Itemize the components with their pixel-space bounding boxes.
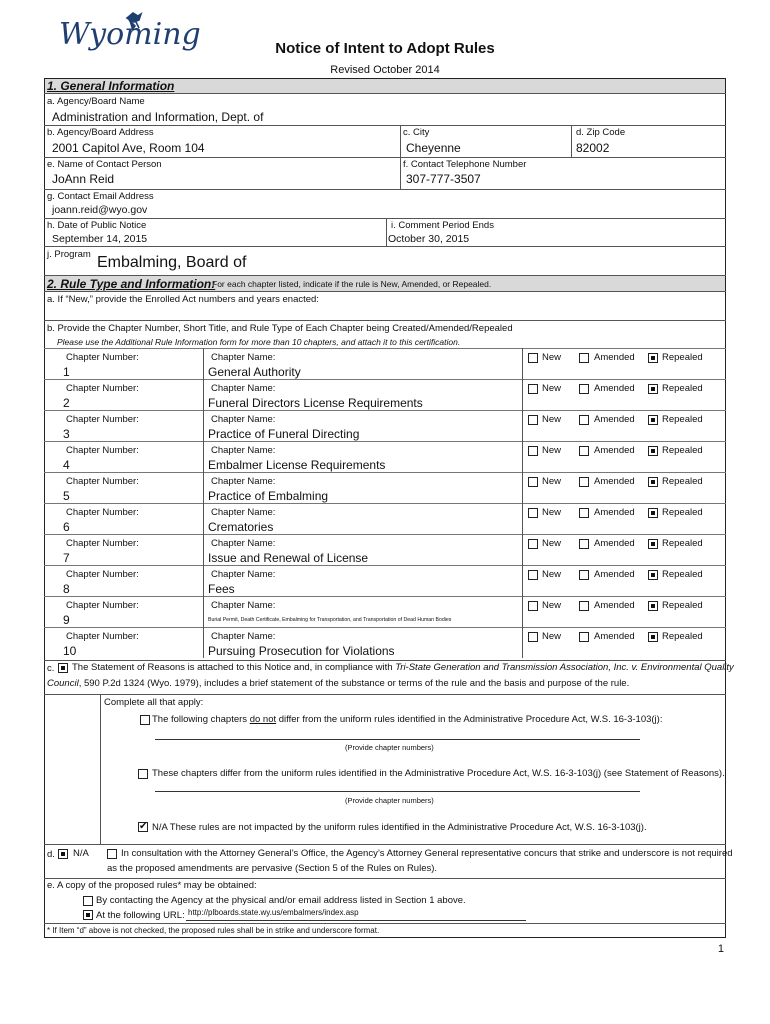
col-divider [522, 472, 523, 503]
col-divider [522, 379, 523, 410]
col-divider [522, 348, 523, 379]
repealed-checkbox[interactable] [648, 601, 658, 611]
amended-checkbox[interactable] [579, 508, 589, 518]
amended-label: Amended [594, 352, 635, 363]
repealed-label: Repealed [662, 352, 703, 363]
repealed-checkbox[interactable] [648, 508, 658, 518]
c-prefix: c. [47, 663, 55, 674]
chapter-number-field[interactable]: 4 [63, 458, 70, 472]
agency-address-field[interactable]: 2001 Capitol Ave, Room 104 [52, 141, 205, 155]
url-checkbox[interactable] [83, 910, 93, 920]
row-divider [44, 534, 726, 535]
chapter-name-label: Chapter Name: [211, 352, 276, 363]
d-prefix: d. [47, 849, 55, 860]
agency-name-field[interactable]: Administration and Information, Dept. of [52, 110, 264, 124]
opt1-provide-numbers: (Provide chapter numbers) [345, 743, 434, 752]
repealed-label: Repealed [662, 383, 703, 394]
new-label: New [542, 600, 562, 611]
amended-label: Amended [594, 631, 635, 642]
new-checkbox[interactable] [528, 477, 538, 487]
repealed-label: Repealed [662, 569, 703, 580]
row-divider [44, 472, 726, 473]
section2-note: For each chapter listed, indicate if the rule is New, Amended, or Repealed. [212, 279, 492, 289]
new-label: New [542, 569, 562, 580]
amended-label: Amended [594, 600, 635, 611]
amended-checkbox[interactable] [579, 353, 589, 363]
new-checkbox[interactable] [528, 446, 538, 456]
chapter-name-field[interactable]: Crematories [208, 520, 274, 534]
col-divider [522, 596, 523, 627]
repealed-checkbox[interactable] [648, 477, 658, 487]
chapter-name-label: Chapter Name: [211, 631, 276, 642]
agency-address-label: b. Agency/Board Address [47, 127, 154, 138]
col-divider [522, 627, 523, 658]
chapter-number-field[interactable]: 9 [63, 613, 70, 627]
row-divider [44, 565, 726, 566]
repealed-label: Repealed [662, 600, 703, 611]
chapters-label: b. Provide the Chapter Number, Short Title, and Rule Type of Each Chapter being Created/Amended/Repealed [47, 323, 513, 334]
row-divider [44, 503, 726, 504]
chapter-name-field[interactable]: Pursuing Prosecution for Violations [208, 644, 395, 658]
logo-wordmark: Wyoming [59, 17, 201, 52]
chapter-name-field[interactable]: Burial Permit, Death Certificate, Embalming for Transportation, and Transportation of Dead Human Bodies [208, 617, 452, 623]
repealed-checkbox[interactable] [648, 384, 658, 394]
repealed-label: Repealed [662, 631, 703, 642]
new-label: New [542, 383, 562, 394]
uniform-rules-differ-checkbox[interactable] [138, 769, 148, 779]
col-divider [522, 565, 523, 596]
agency-name-label: a. Agency/Board Name [47, 96, 145, 107]
col-divider [203, 441, 204, 472]
chapter-name-field[interactable]: Fees [208, 582, 235, 596]
chapter-number-label: Chapter Number: [66, 414, 139, 425]
url-underline [186, 920, 526, 921]
new-label: New [542, 631, 562, 642]
chapter-number-field[interactable]: 2 [63, 396, 70, 410]
chapter-number-label: Chapter Number: [66, 383, 139, 394]
col-divider [203, 348, 204, 379]
d-na-label: N/A [73, 848, 89, 859]
chapter-number-label: Chapter Number: [66, 631, 139, 642]
chapter-number-field[interactable]: 6 [63, 520, 70, 534]
comment-period-label: i. Comment Period Ends [391, 220, 494, 231]
chapter-name-label: Chapter Name: [211, 383, 276, 394]
public-notice-date-field[interactable]: September 14, 2015 [52, 233, 148, 245]
row-divider [44, 379, 726, 380]
col-divider [203, 410, 204, 441]
statement-text-part2: , 590 P.2d 1324 (Wyo. 1979), includes a brief statement of the substance or terms of the rule and the basis and purpose of the rule. [78, 678, 630, 689]
col-divider [203, 596, 204, 627]
new-label: New [542, 414, 562, 425]
chapter-number-field[interactable]: 7 [63, 551, 70, 565]
uniform-opt2-text: These chapters differ from the uniform rules identified in the Administrative Procedure Act, W.S. 16-3-103(j) (see Statement of Reasons). [152, 768, 725, 779]
opt1-post: differ from the uniform rules identified in the Administrative Procedure Act, W.S. 16-3-103(j): [278, 714, 663, 725]
statement-case2: Council [47, 678, 79, 689]
new-label: New [542, 352, 562, 363]
amended-checkbox[interactable] [579, 477, 589, 487]
amended-label: Amended [594, 383, 635, 394]
amended-checkbox[interactable] [579, 446, 589, 456]
repealed-label: Repealed [662, 414, 703, 425]
new-checkbox[interactable] [528, 632, 538, 642]
new-checkbox[interactable] [528, 415, 538, 425]
chapter-number-field[interactable]: 5 [63, 489, 70, 503]
statement-case: Tri-State Generation and Transmission Association, Inc. v. Environmental Quality [395, 662, 734, 673]
contact-phone-field[interactable]: 307-777-3507 [406, 172, 481, 186]
contact-agency-checkbox[interactable] [83, 896, 93, 906]
repealed-checkbox[interactable] [648, 353, 658, 363]
col-divider [522, 503, 523, 534]
city-field[interactable]: Cheyenne [406, 141, 461, 155]
url-field[interactable]: http://plboards.state.wy.us/embalmers/index.asp [188, 908, 359, 917]
col-divider [203, 627, 204, 658]
amended-label: Amended [594, 569, 635, 580]
chapter-name-field[interactable]: Embalmer License Requirements [208, 458, 386, 472]
row-divider [44, 596, 726, 597]
uniform-na-checkbox[interactable] [138, 822, 148, 832]
contact-name-field[interactable]: JoAnn Reid [52, 172, 115, 186]
repealed-label: Repealed [662, 507, 703, 518]
statement-text [72, 662, 734, 673]
chapter-name-field[interactable]: Practice of Embalming [208, 489, 329, 503]
opt2-chapters-field[interactable] [155, 791, 640, 792]
repealed-label: Repealed [662, 445, 703, 456]
chapter-number-label: Chapter Number: [66, 476, 139, 487]
statement-text-line2 [47, 678, 629, 689]
new-checkbox[interactable] [528, 601, 538, 611]
chapter-name-field[interactable]: General Authority [208, 365, 301, 379]
chapter-number-field[interactable]: 8 [63, 582, 70, 596]
e-opt1-text: By contacting the Agency at the physical and/or email address listed in Section 1 above. [96, 895, 466, 906]
amended-checkbox[interactable] [579, 601, 589, 611]
d-text-1: In consultation with the Attorney General’s Office, the Agency’s Attorney General representative concurs that strike and underscore is not required [121, 848, 733, 859]
chapter-number-label: Chapter Number: [66, 600, 139, 611]
col-divider [522, 410, 523, 441]
chapter-name-field[interactable]: Issue and Renewal of License [208, 551, 369, 565]
uniform-rules-not-differ-checkbox[interactable] [140, 715, 150, 725]
col-divider [203, 534, 204, 565]
col-divider [522, 534, 523, 565]
chapter-name-field[interactable]: Funeral Directors License Requirements [208, 396, 423, 410]
opt1-pre: The following chapters [152, 714, 248, 725]
col-divider [203, 379, 204, 410]
chapter-name-field[interactable]: Practice of Funeral Directing [208, 427, 360, 441]
checkmark-icon: ✔ [139, 821, 148, 832]
col-divider [203, 565, 204, 596]
repealed-label: Repealed [662, 476, 703, 487]
new-checkbox[interactable] [528, 539, 538, 549]
chapter-name-label: Chapter Name: [211, 476, 276, 487]
contact-email-field[interactable]: joann.reid@wyo.gov [52, 204, 148, 216]
revised-date: Revised October 2014 [330, 64, 440, 76]
col-divider [522, 441, 523, 472]
uniform-opt1-text [152, 714, 662, 725]
statement-text-part1: The Statement of Reasons is attached to this Notice and, in compliance with [72, 662, 393, 673]
row-divider [44, 441, 726, 442]
repealed-checkbox[interactable] [648, 539, 658, 549]
chapter-name-label: Chapter Name: [211, 538, 276, 549]
amended-label: Amended [594, 507, 635, 518]
chapter-number-label: Chapter Number: [66, 445, 139, 456]
section1-title: 1. General Information [47, 79, 175, 93]
page-title: Notice of Intent to Adopt Rules [275, 40, 495, 57]
new-checkbox[interactable] [528, 384, 538, 394]
copy-label: e. A copy of the proposed rules* may be obtained: [47, 880, 257, 891]
amended-checkbox[interactable] [579, 632, 589, 642]
uniform-opt3-text: N/A These rules are not impacted by the uniform rules identified in the Administrative Procedure Act, W.S. 16-3-103(j). [152, 822, 647, 833]
new-label: New [542, 476, 562, 487]
opt2-provide-numbers: (Provide chapter numbers) [345, 796, 434, 805]
comment-period-field[interactable]: October 30, 2015 [388, 233, 470, 245]
chapter-name-label: Chapter Name: [211, 445, 276, 456]
chapter-number-label: Chapter Number: [66, 538, 139, 549]
ag-consultation-checkbox[interactable] [107, 849, 117, 859]
new-label: New [542, 507, 562, 518]
opt1-underline: do not [249, 714, 277, 725]
col-divider [203, 503, 204, 534]
contact-phone-label: f. Contact Telephone Number [403, 159, 527, 170]
amended-checkbox[interactable] [579, 539, 589, 549]
new-checkbox[interactable] [528, 353, 538, 363]
complete-label: Complete all that apply: [104, 697, 204, 708]
chapter-name-label: Chapter Name: [211, 569, 276, 580]
repealed-label: Repealed [662, 538, 703, 549]
new-label: New [542, 538, 562, 549]
program-field[interactable]: Embalming, Board of [97, 254, 247, 271]
statement-of-reasons-checkbox[interactable] [58, 663, 68, 673]
repealed-checkbox[interactable] [648, 632, 658, 642]
chapter-number-label: Chapter Number: [66, 352, 139, 363]
row-divider [44, 348, 726, 349]
amended-label: Amended [594, 538, 635, 549]
city-label: c. City [403, 127, 430, 138]
new-rules-label: a. If “New,” provide the Enrolled Act numbers and years enacted: [47, 294, 319, 305]
opt1-chapters-field[interactable] [155, 739, 640, 740]
amended-checkbox[interactable] [579, 384, 589, 394]
e-opt2-text: At the following URL: [96, 910, 185, 921]
chapter-number-label: Chapter Number: [66, 569, 139, 580]
public-notice-date-label: h. Date of Public Notice [47, 220, 147, 231]
repealed-checkbox[interactable] [648, 446, 658, 456]
zip-field[interactable]: 82002 [576, 141, 610, 155]
chapter-number-field[interactable]: 1 [63, 365, 70, 379]
amended-label: Amended [594, 414, 635, 425]
d-na-checkbox[interactable] [58, 849, 68, 859]
new-label: New [542, 445, 562, 456]
repealed-checkbox[interactable] [648, 570, 658, 580]
amended-checkbox[interactable] [579, 570, 589, 580]
d-text-2: as the proposed amendments are pervasive (Section 5 of the Rules on Rules). [107, 863, 438, 874]
contact-name-label: e. Name of Contact Person [47, 159, 162, 170]
page-number: 1 [717, 943, 724, 955]
amended-checkbox[interactable] [579, 415, 589, 425]
chapter-name-label: Chapter Name: [211, 414, 276, 425]
amended-label: Amended [594, 476, 635, 487]
footnote: * If Item “d” above is not checked, the proposed rules shall be in strike and underscore format. [47, 926, 380, 935]
chapter-number-label: Chapter Number: [66, 507, 139, 518]
chapter-number-field[interactable]: 3 [63, 427, 70, 441]
new-checkbox[interactable] [528, 508, 538, 518]
new-checkbox[interactable] [528, 570, 538, 580]
row-divider [44, 410, 726, 411]
contact-email-label: g. Contact Email Address [47, 191, 154, 202]
row-divider [44, 627, 726, 628]
zip-label: d. Zip Code [576, 127, 626, 138]
program-label: j. Program [47, 249, 91, 260]
amended-label: Amended [594, 445, 635, 456]
chapter-name-label: Chapter Name: [211, 600, 276, 611]
repealed-checkbox[interactable] [648, 415, 658, 425]
col-divider [203, 472, 204, 503]
chapter-name-label: Chapter Name: [211, 507, 276, 518]
chapters-note: Please use the Additional Rule Information form for more than 10 chapters, and attach it to this certification. [57, 337, 461, 347]
chapter-number-field[interactable]: 10 [63, 644, 77, 658]
section2-title: 2. Rule Type and Information: [47, 277, 216, 291]
